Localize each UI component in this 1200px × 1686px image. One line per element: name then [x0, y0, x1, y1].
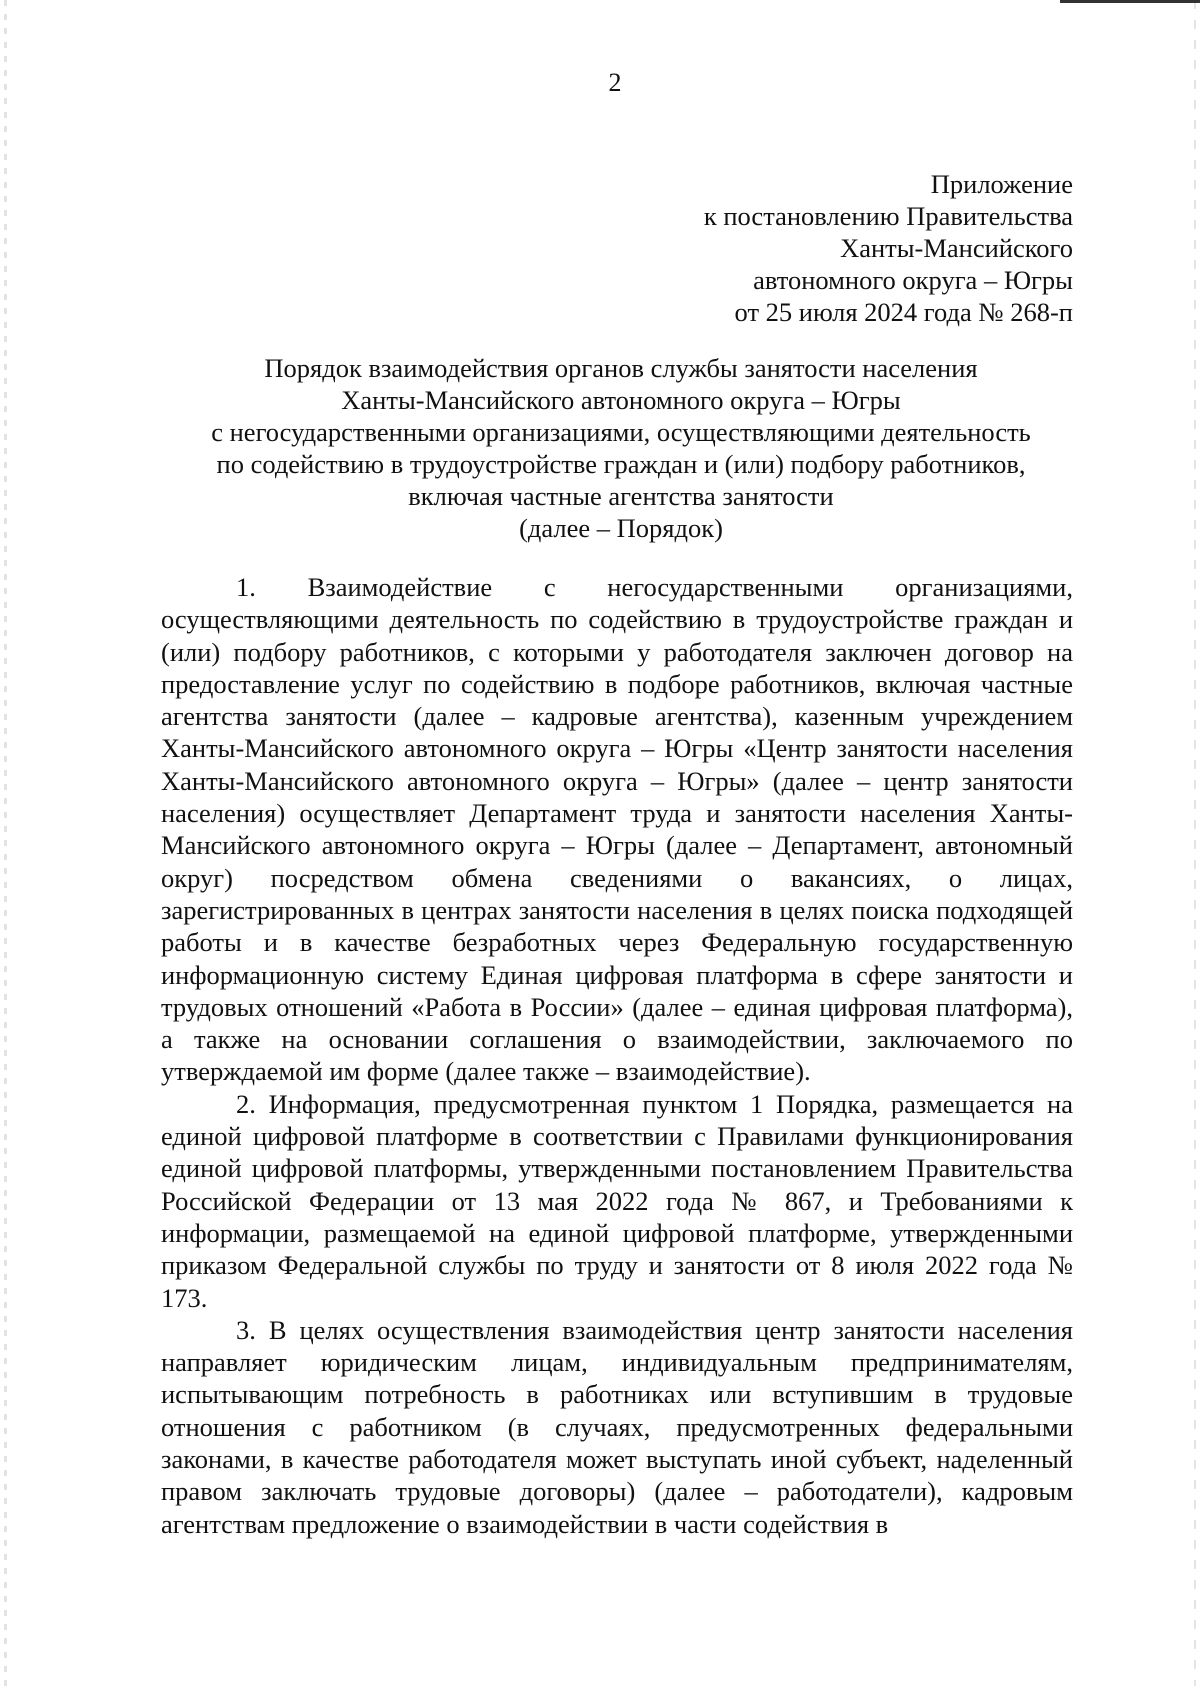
appendix-line: Приложение — [930, 169, 1073, 199]
document-title — [160, 352, 1082, 544]
appendix-line: к постановлению Правительства — [703, 201, 1073, 231]
paragraph-3: 3. В целях осуществления взаимодействия центр занятости населения направляет юридическим лицам, индивидуальным предпринимателям, испытывающим потребность в работниках или вступившим в трудовые отношения с работником (в случаях, предусмотренных федеральными законами, в качестве работодателя может выступать иной субъект, наделенный правом заключать трудовые договоры) (далее – работодатели), кадровым агентствам предложение о взаимодействии в части содействия в — [161, 1314, 1073, 1539]
appendix-line: автономного округа – Югры — [753, 265, 1073, 295]
title-line: включая частные агентства занятости — [408, 481, 834, 511]
appendix-block — [704, 168, 1073, 328]
appendix-line: Ханты-Мансийского — [840, 233, 1073, 263]
appendix-line: от 25 июля 2024 года № 268-п — [734, 297, 1073, 327]
scan-edge-right — [1194, 0, 1196, 1686]
scan-edge-left — [4, 0, 7, 1686]
title-line: Порядок взаимодействия органов службы занятости населения — [264, 353, 978, 383]
document-body — [161, 571, 1073, 1540]
title-line: Ханты-Мансийского автономного округа – Югры — [341, 385, 901, 415]
title-line: по содействию в трудоустройстве граждан и (или) подбору работников, — [216, 449, 1026, 479]
scan-top-line — [1060, 0, 1200, 3]
page-number: 2 — [608, 68, 622, 97]
paragraph-1: 1. Взаимодействие с негосударственными организациями, осуществляющими деятельность по содействию в трудоустройстве граждан и (или) подбору работников, с которыми у работодателя заключен договор на предоставление услуг по содействию в подборе работников, включая частные агентства занятости (далее – кадровые агентства), казенным учреждением Ханты-Мансийского автономного округа – Югры «Центр занятости населения Ханты-Мансийского автономного округа – Югры» (далее – центр занятости населения) осуществляет Департамент труда и занятости населения Ханты-Мансийского автономного округа – Югры (далее – Департамент, автономный округ) посредством обмена сведениями о вакансиях, о лицах, зарегистрированных в центрах занятости населения в целях поиска подходящей работы и в качестве безработных через Федеральную государственную информационную систему Единая цифровая платформа в сфере занятости и трудовых отношений «Работа в России» (далее – единая цифровая платформа), а также на основании соглашения о взаимодействии, заключаемого по утверждаемой им форме (далее также – взаимодействие). — [161, 572, 1073, 1087]
title-line: (далее – Порядок) — [519, 513, 723, 543]
paragraph-2: 2. Информация, предусмотренная пунктом 1 Порядка, размещается на единой цифровой платформе в соответствии с Правилами функционирования единой цифровой платформы, утвержденными постановлением Правительства Российской Федерации от 13 мая 2022 года № 867, и Требованиями к информации, размещаемой на единой цифровой платформе, утвержденными приказом Федеральной службы по труду и занятости от 8 июля 2022 года № 173. — [161, 1088, 1073, 1313]
title-line: с негосударственными организациями, осуществляющими деятельность — [211, 417, 1031, 447]
